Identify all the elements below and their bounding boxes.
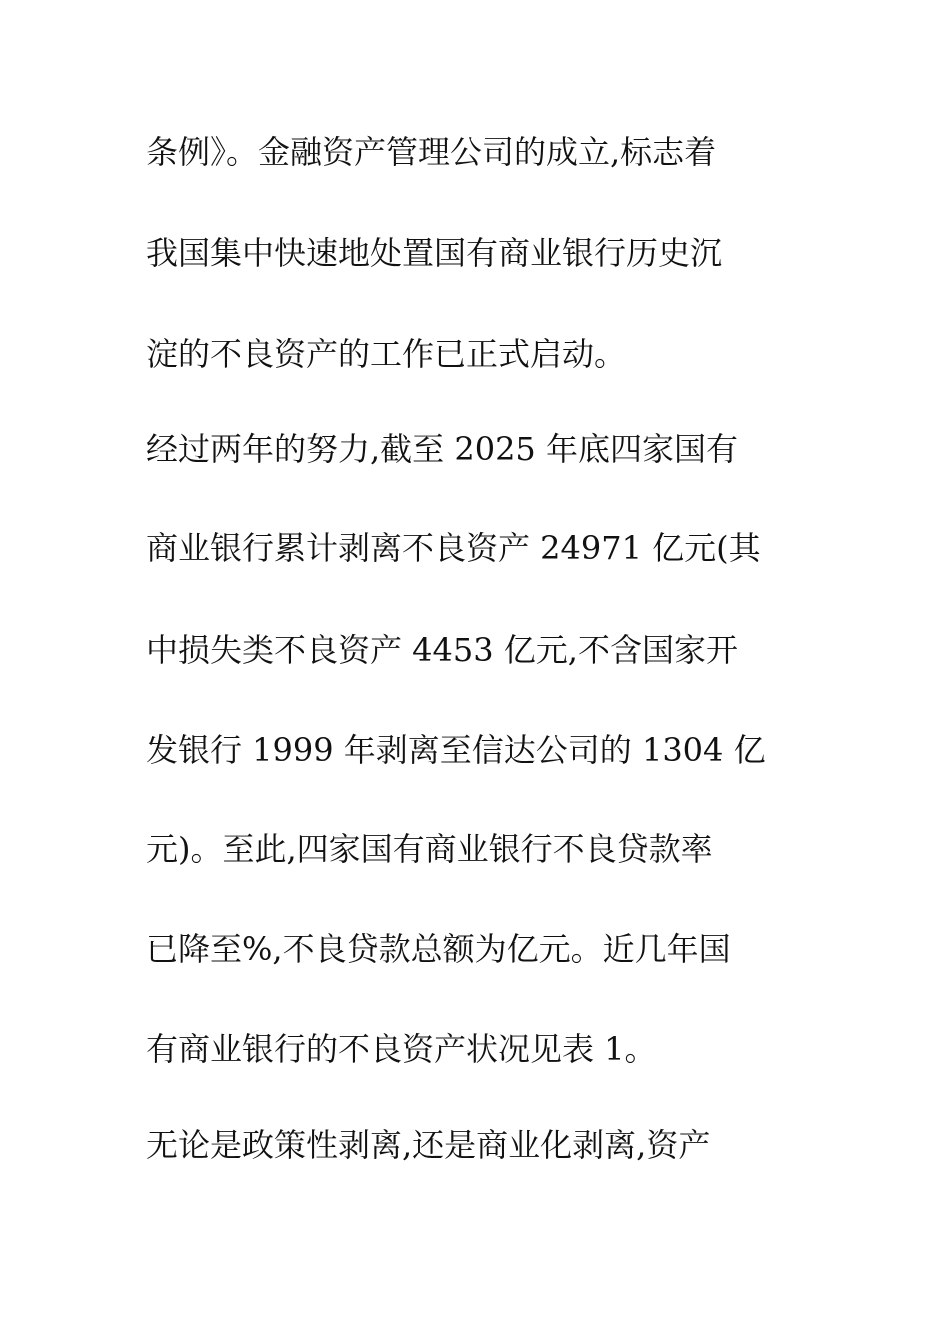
text-line: 元)。至此,四家国有商业银行不良贷款率 — [146, 830, 713, 868]
text-line: 商业银行累计剥离不良资产 24971 亿元(其 — [146, 529, 761, 567]
text-line: 淀的不良资产的工作已正式启动。 — [146, 335, 627, 373]
text-line: 有商业银行的不良资产状况见表 1。 — [146, 1030, 657, 1068]
text-line: 经过两年的努力,截至 2025 年底四家国有 — [146, 430, 738, 468]
text-line: 条例》。金融资产管理公司的成立,标志着 — [146, 133, 717, 171]
text-line: 中损失类不良资产 4453 亿元,不含国家开 — [146, 631, 738, 669]
text-line: 我国集中快速地处置国有商业银行历史沉 — [146, 234, 723, 272]
text-line: 无论是政策性剥离,还是商业化剥离,资产 — [146, 1126, 711, 1164]
text-line: 已降至%,不良贷款总额为亿元。近几年国 — [146, 930, 731, 968]
text-line: 发银行 1999 年剥离至信达公司的 1304 亿 — [146, 731, 766, 769]
